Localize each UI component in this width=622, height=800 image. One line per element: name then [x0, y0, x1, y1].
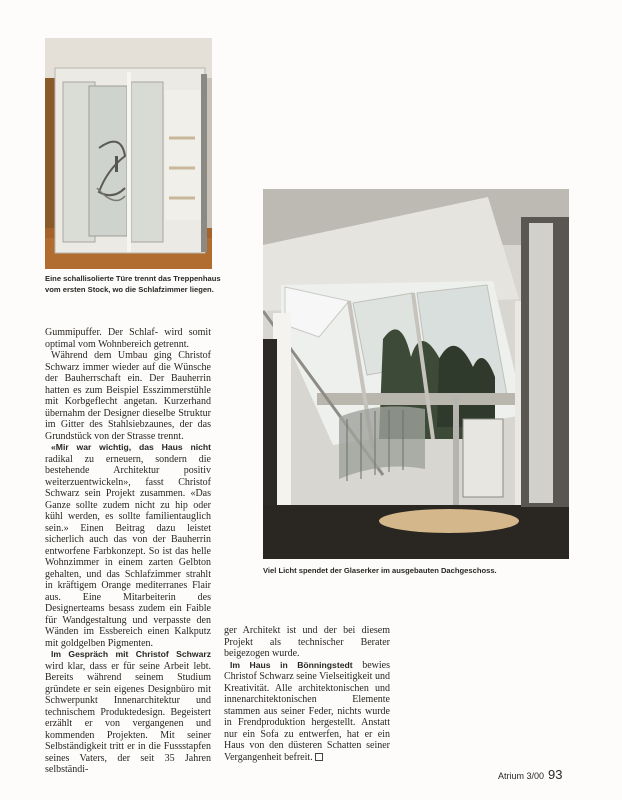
- paragraph-lead-in: Im Gespräch mit Christof Schwarz: [51, 649, 211, 659]
- paragraph-lead-in: Im Haus in Bönningstedt: [230, 659, 353, 670]
- paragraph: [224, 660, 390, 764]
- end-mark: [315, 753, 323, 761]
- photo-glass-dormer: [263, 189, 569, 559]
- paragraph: [45, 649, 211, 776]
- paragraph-lead-in: «Mir war wichtig, das Haus nicht: [51, 442, 211, 452]
- paragraph: [45, 350, 211, 442]
- paragraph-text: Gummipuffer. Der Schlaf- wird somit optimal vom Wohnbereich getrennt.: [45, 327, 211, 350]
- photo-caption-right: Viel Licht spendet der Glaserker im ausgebauten Dachgeschoss.: [263, 566, 497, 575]
- photo-caption-top-left: Eine schallisolierte Türe trennt das Treppenhaus vom ersten Stock, wo die Schlafzimmer liegen.: [45, 274, 221, 294]
- paragraph-text: radikal zu erneuern, sondern die bestehende Architektur positiv weiterzuentwickeln», fasst Christof Schwarz sein Projekt zusammen. «Das Ganze sollte zudem nicht zu hip oder kühl werden, es sollte familientauglich sein.» Einen Beitrag dazu leistet sicherlich auch das von der Bauherrin entworfene Farbkonzept. So ist das helle Wohnzimmer in einem zarten Gelbton gehalten, und das Schlafzimmer strahlt in kräftigem Orange mediterranes Flair aus. Eine Mitarbeiterin des Designerteams besass zudem ein Faible für Wandgestaltung und verpasste den Wänden im Essbereich einen Kalkputz mit goldgelben Pigmenten.: [45, 453, 211, 649]
- photo-stairwell-door: [45, 38, 212, 269]
- paragraph: [45, 327, 211, 350]
- paragraph: [45, 442, 211, 649]
- article-column-1: [45, 327, 211, 776]
- article-column-2: [224, 625, 390, 763]
- paragraph-text: Während dem Umbau ging Christof Schwarz immer wieder auf die Wünsche der Bauherrschaft ein. Der Bauherrin hatten es zum Beispiel Esszimmerstühle mit Korbgeflecht angetan. Kurzerhand übernahm der Designer dieselbe Struktur im Gitter des Stahlsiebzaunes, der das Grundstück von der Strasse trennt.: [45, 350, 211, 442]
- page-folio: [498, 766, 563, 784]
- paragraph-text: wird klar, dass er für seine Arbeit lebt. Bereits während seinem Studium gründete er sein eigenes Designbüro mit Schwerpunkt Innenarchitektur und technischem Produktedesign. Begeistert erzählt er von vergangenen und kommenden Projekten. Mit seiner Selbständigkeit tritt er in die Fussstapfen seines Vaters, der seit 35 Jahren selbständi-: [45, 660, 211, 775]
- paragraph: [224, 625, 390, 660]
- publication-name: Atrium 3/00: [498, 771, 545, 781]
- paragraph-text: bewies Christof Schwarz seine Vielseitigkeit und Kreativität. Alle architektonischen und innenarchitektonischen Elemente stammen aus seiner Feder, nichts wurde in Frendproduktion hergestellt. Anstatt nur ein Sofa zu entwerfen, hat er ein Haus von den düsteren Schatten seiner Vergangenheit befreit.: [224, 659, 390, 763]
- paragraph-text: ger Architekt ist und der bei diesem Projekt als technischer Berater beigezogen wurde.: [224, 625, 390, 659]
- page-number: 93: [548, 767, 563, 782]
